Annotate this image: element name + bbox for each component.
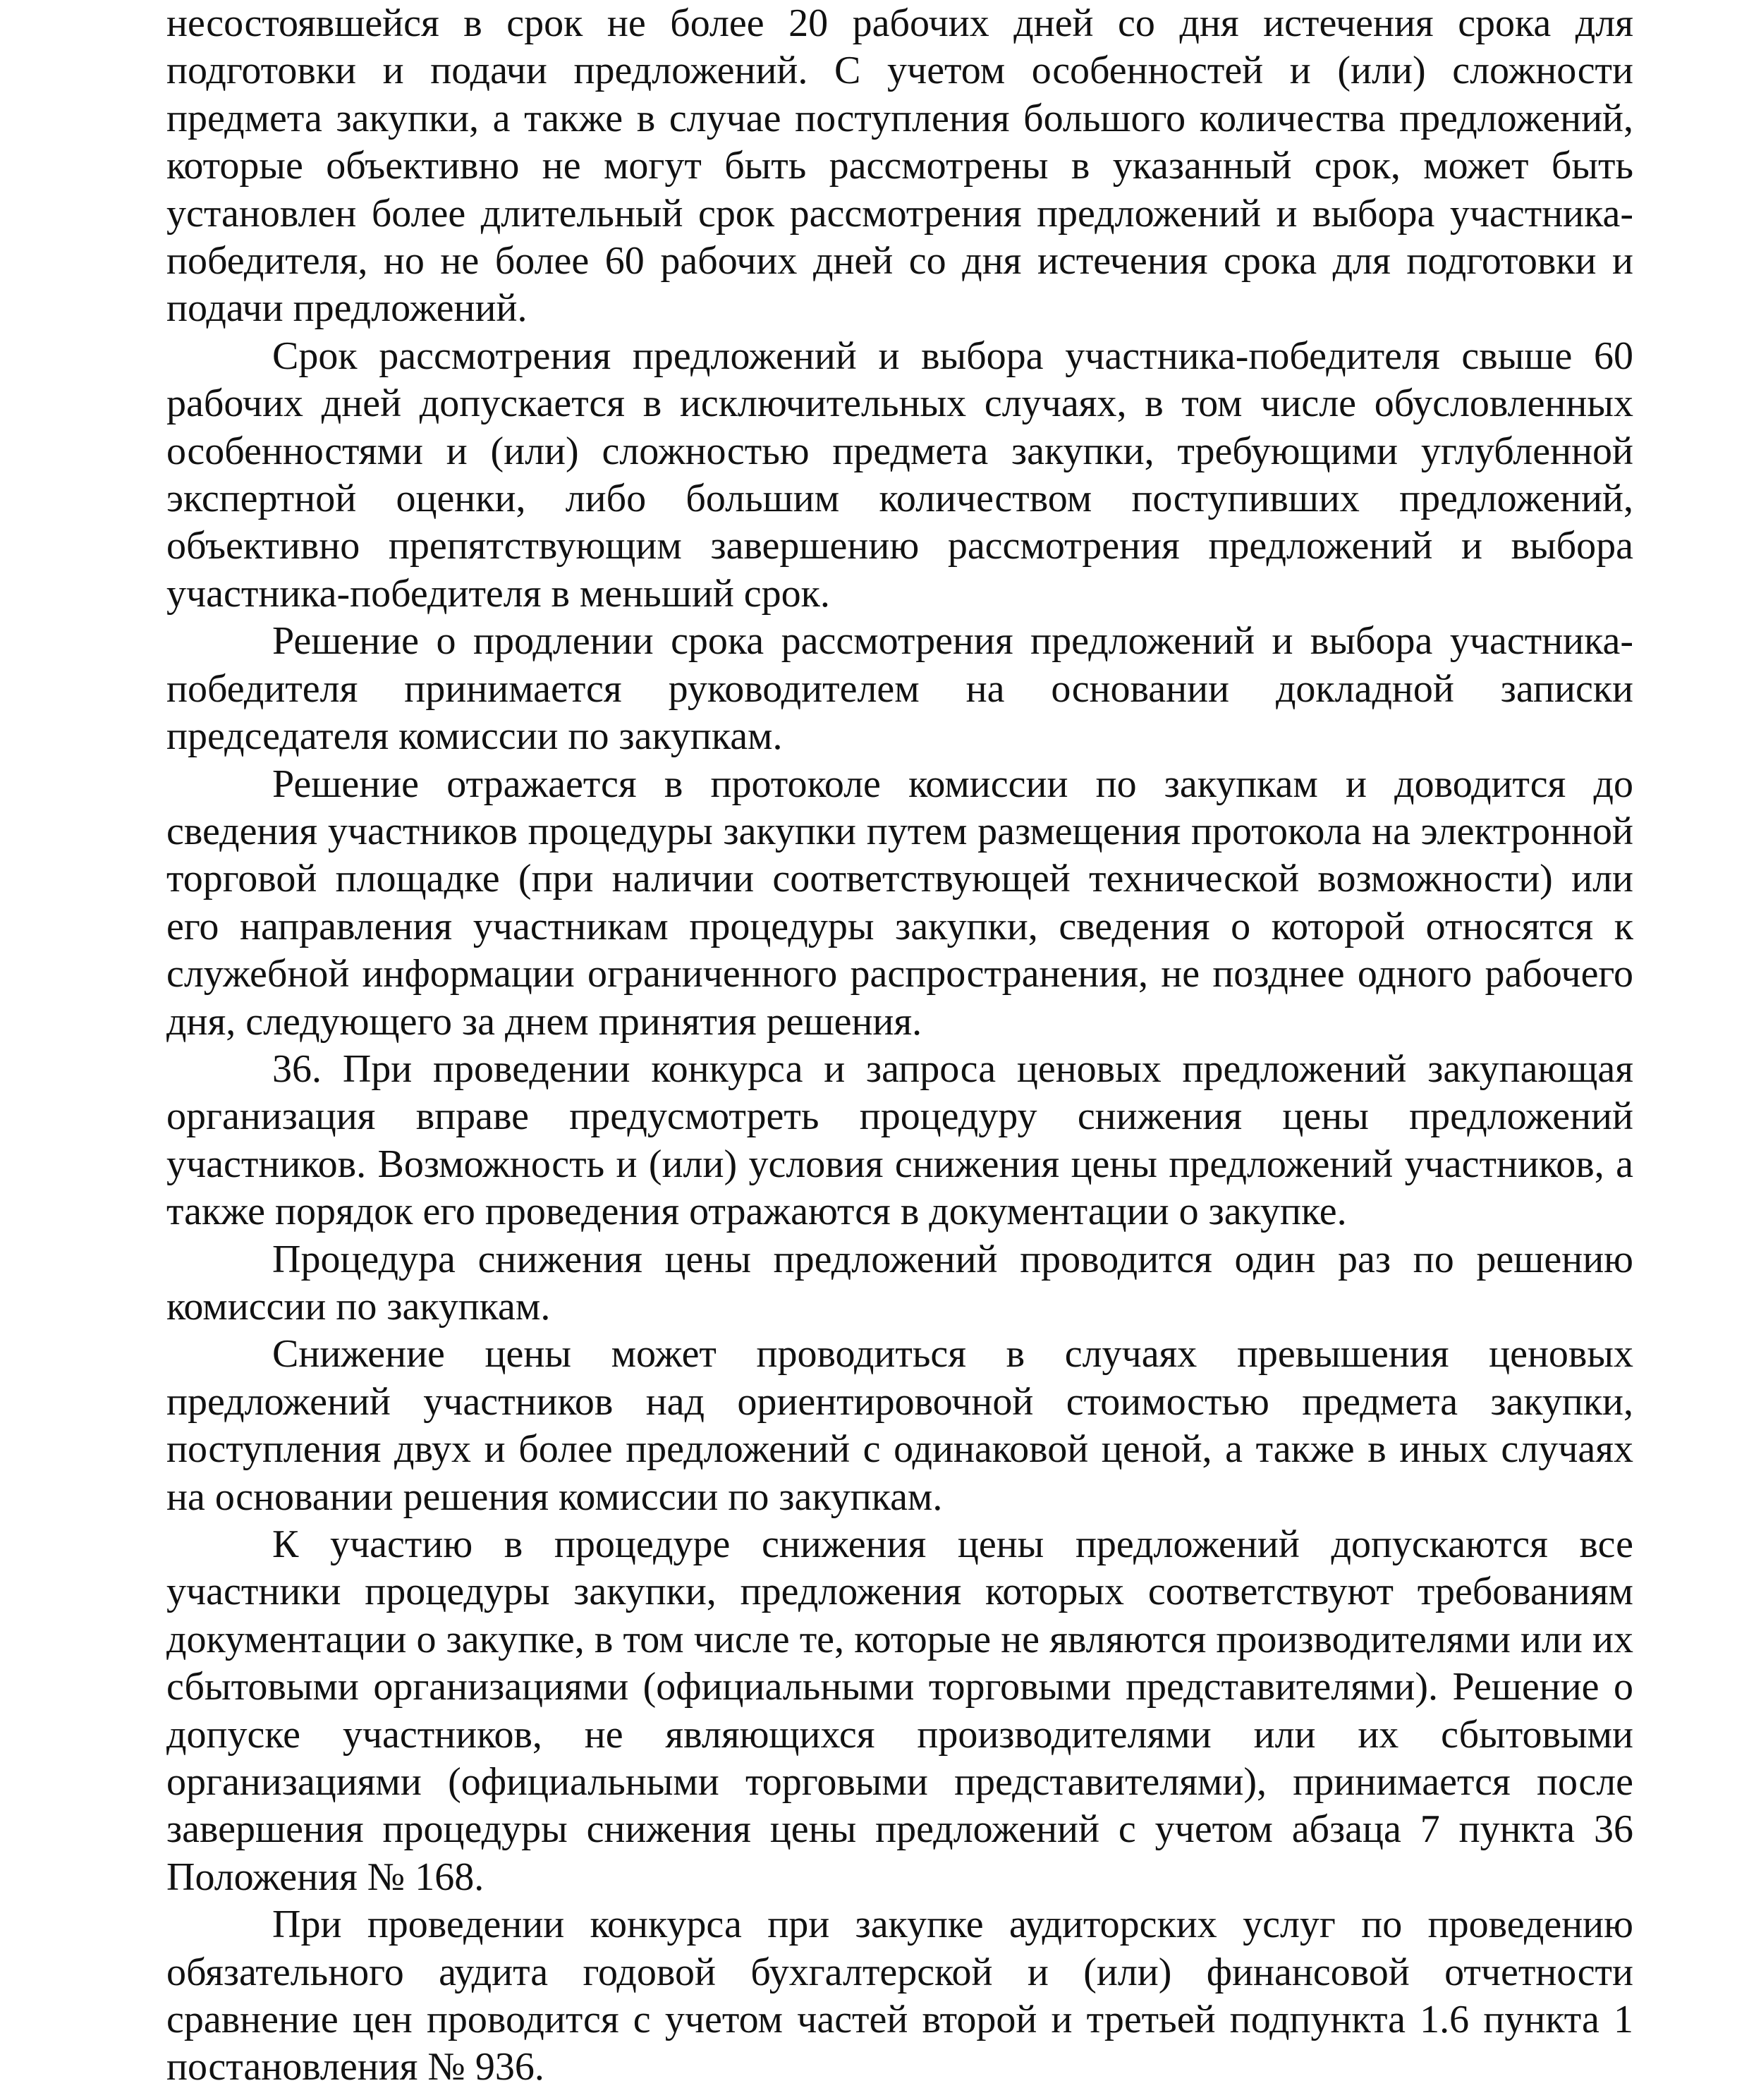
paragraph-audit-services: При проведении конкурса при закупке аудиторских услуг по проведению обязательного аудита годовой бухгалтерской и (или) финансовой отчетности сравнение цен проводится с учетом частей второй и третьей подпункта 1.6 пункта 1 постановления № 936. [166, 1903, 1633, 2089]
document-body [166, 0, 1633, 2092]
paragraph-extension-decision: Решение о продлении срока рассмотрения предложений и выбора участника-победителя принимается руководителем на основании докладной записки председателя комиссии по закупкам. [166, 619, 1633, 759]
paragraph-deadline-over-60-days: Срок рассмотрения предложений и выбора участника-победителя свыше 60 рабочих дней допускается в исключительных случаях, в том числе обусловленных особенностями и (или) сложностью предмета закупки, требующими углубленной экспертной оценки, либо большим количеством поступивших предложений, объективно препятствующим завершению рассмотрения предложений и выбора участника-победителя в меньший срок. [166, 334, 1633, 616]
paragraph-deadline-continuation: несостоявшейся в срок не более 20 рабочих дней со дня истечения срока для подготовки и подачи предложений. С учетом особенностей и (или) сложности предмета закупки, а также в случае поступления большого количества предложений, которые объективно не могут быть рассмотрены в указанный срок, может быть установлен более длительный срок рассмотрения предложений и выбора участника-победителя, но не более 60 рабочих дней со дня истечения срока для подготовки и подачи предложений. [166, 1, 1633, 331]
paragraph-price-reduction-once: Процедура снижения цены предложений проводится один раз по решению комиссии по закупкам. [166, 1237, 1633, 1329]
paragraph-item-36: 36. При проведении конкурса и запроса ценовых предложений закупающая организация вправе предусмотреть процедуру снижения цены предложений участников. Возможность и (или) условия снижения цены предложений участников, а также порядок его проведения отражаются в документации о закупке. [166, 1046, 1633, 1234]
paragraph-decision-protocol: Решение отражается в протоколе комиссии по закупкам и доводится до сведения участников процедуры закупки путем размещения протокола на электронной торговой площадке (при наличии соответствующей технической возможности) или его направления участникам процедуры закупки, сведения о которой относятся к служебной информации ограниченного распространения, не позднее одного рабочего дня, следующего за днем принятия решения. [166, 762, 1633, 1044]
paragraph-participants-admission: К участию в процедуре снижения цены предложений допускаются все участники процедуры закупки, предложения которых соответствуют требованиям документации о закупке, в том числе те, которые не являются производителями или их сбытовыми организациями (официальными торговыми представителями). Решение о допуске участников, не являющихся производителями или их сбытовыми организациями (официальными торговыми представителями), принимается после завершения процедуры снижения цены предложений с учетом абзаца 7 пункта 36 Положения № 168. [166, 1522, 1633, 1899]
paragraph-price-reduction-cases: Снижение цены может проводиться в случаях превышения ценовых предложений участников над ориентировочной стоимостью предмета закупки, поступления двух и более предложений с одинаковой ценой, а также в иных случаях на основании решения комиссии по закупкам. [166, 1332, 1633, 1519]
